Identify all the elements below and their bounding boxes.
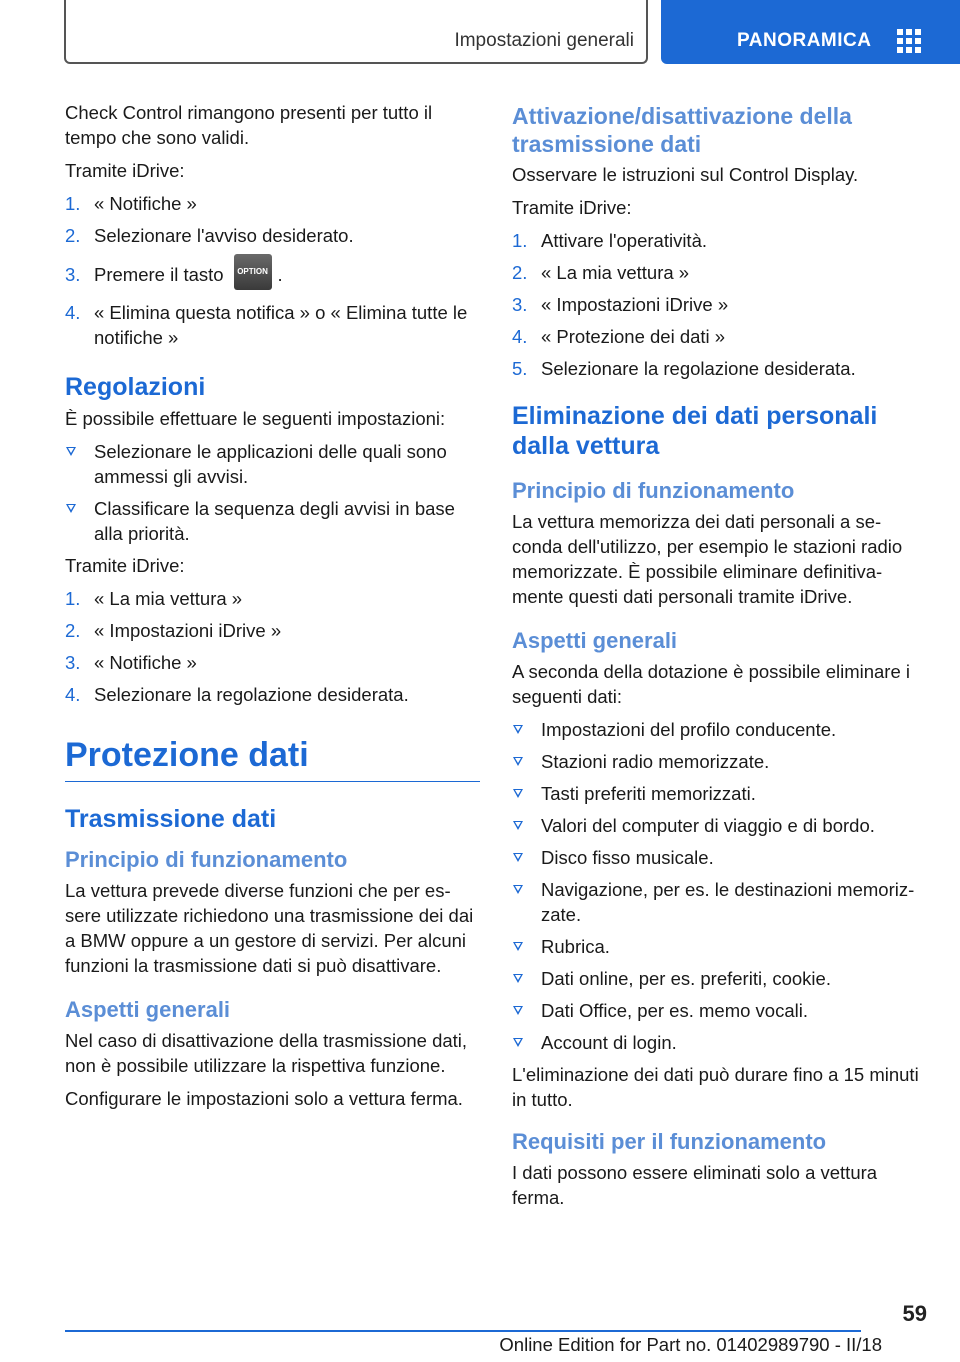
triangle-bullet-icon: [513, 789, 523, 798]
list-item: 1. « Notifiche »: [65, 193, 197, 214]
tramite-label: Tramite iDrive:: [65, 555, 185, 577]
list-item: Impostazioni del profilo conducente.: [512, 717, 922, 742]
list-item: Rubrica.: [512, 934, 922, 959]
heading-trasmissione-dati: Trasmissione dati: [65, 805, 277, 834]
regolazioni-steps: [65, 586, 480, 707]
list-item: 2. « La mia vettura »: [512, 262, 690, 283]
page-number: 59: [902, 1301, 927, 1326]
triangle-bullet-icon: [513, 757, 523, 766]
intro-text: Check Control rimangono presenti per tutto il tempo che sono validi.: [65, 102, 433, 148]
list-item: Valori del computer di viaggio e di bordo.: [512, 813, 922, 838]
tramite-label: Tramite iDrive:: [65, 160, 185, 181]
heading-aspetti: Aspetti generali: [512, 628, 678, 653]
triangle-bullet-icon: [513, 1038, 523, 1047]
heading-principio: Principio di funzionamento: [65, 847, 348, 873]
list-item: Account di login.: [512, 1030, 922, 1055]
triangle-bullet-icon: [513, 885, 523, 894]
right-column: [512, 100, 922, 1218]
requisiti-text: I dati possono essere eliminati solo a vettura ferma.: [512, 1162, 878, 1208]
eliminazione-time: L'eliminazione dei dati può durare fino a 15 minuti in tutto.: [512, 1064, 919, 1110]
edition-text: Online Edition for Part no. 01402989790 - II/18: [499, 1334, 882, 1355]
grid-menu-icon: [897, 29, 921, 53]
principio-text: La vettura memorizza dei dati personali a seconda dell'utilizzo, per esempio le stazioni radio memorizzate. È possibile eliminare definitivamente questi dati personali tramite iDrive.: [512, 511, 903, 607]
heading-requisiti: Requisiti per il funzionamento: [512, 1129, 827, 1154]
tramite-label: Tramite iDrive:: [512, 197, 632, 218]
list-item: 2. « Impostazioni iDrive »: [65, 620, 282, 642]
overview-nav-label: PANORAMICA: [737, 30, 872, 51]
footer-divider: [65, 1330, 861, 1332]
list-item: 5. Selezionare la regolazione desiderata.: [512, 358, 856, 379]
overview-nav-button[interactable]: [661, 0, 960, 64]
aspetti-text: Configurare le impostazioni solo a vettura ferma.: [65, 1088, 463, 1110]
list-item: Tasti preferiti memorizzati.: [512, 781, 922, 806]
list-item: Navigazione, per es. le destinazioni memorizzate.: [512, 877, 922, 927]
heading-principio: Principio di funzionamento: [512, 478, 795, 503]
data-bullets: [512, 717, 922, 1055]
notification-steps: [65, 191, 480, 350]
list-item: 1. « La mia vettura »: [65, 588, 243, 610]
heading-regolazioni: Regolazioni: [65, 373, 206, 402]
triangle-bullet-icon: [513, 974, 523, 983]
triangle-bullet-icon: [513, 942, 523, 951]
list-item: 2. Selezionare l'avviso desiderato.: [65, 225, 354, 246]
list-item: Dati online, per es. preferiti, cookie.: [512, 966, 922, 991]
heading-attivazione: Attivazione/disattivazione della trasmissione dati: [512, 103, 852, 157]
left-column: [65, 100, 480, 1119]
list-item: Selezionare le applicazioni delle quali sono ammessi gli avvisi.: [65, 439, 480, 489]
list-item: Dati Office, per es. memo vocali.: [512, 998, 922, 1023]
aspetti-text: Nel caso di disattivazione della trasmissione dati, non è possibile utilizzare la rispettiva funzione.: [65, 1030, 468, 1077]
heading-protezione-dati: Protezione dati: [65, 735, 480, 782]
principio-text: La vettura prevede diverse funzioni che per essere utilizzate richiedono una trasmissione dei dai a BMW oppure a un gestore di servizi. Per alcuni funzioni la trasmissione dati si può disattivare.: [65, 880, 474, 977]
triangle-bullet-icon: [513, 725, 523, 734]
heading-aspetti: Aspetti generali: [65, 997, 231, 1023]
header-left-tab: [64, 0, 648, 64]
attivazione-steps: [512, 228, 922, 381]
list-item: Stazioni radio memorizzate.: [512, 749, 922, 774]
option-key-icon: OPTION: [234, 254, 272, 290]
list-item: 4. « Protezione dei dati »: [512, 326, 726, 347]
section-title: Impostazioni generali: [454, 30, 634, 51]
aspetti-text: A seconda della dotazione è possibile eliminare i seguenti dati:: [512, 661, 911, 707]
list-item: Disco fisso musicale.: [512, 845, 922, 870]
triangle-bullet-icon: [66, 504, 76, 513]
triangle-bullet-icon: [66, 447, 76, 456]
triangle-bullet-icon: [513, 853, 523, 862]
list-item: 3. « Notifiche »: [65, 652, 197, 674]
list-item: 1. Attivare l'operatività.: [512, 230, 707, 251]
list-item: 4. Selezionare la regolazione desiderata.: [65, 684, 409, 706]
list-item: Classificare la sequenza degli avvisi in base alla priorità.: [65, 496, 480, 546]
regolazioni-bullets: [65, 439, 480, 546]
regolazioni-intro: È possibile effettuare le seguenti impostazioni:: [65, 408, 446, 430]
list-item: 3. Premere il tasto OPTION .: [65, 262, 480, 290]
triangle-bullet-icon: [513, 1006, 523, 1015]
heading-eliminazione: Eliminazione dei dati personali dalla vettura: [512, 402, 878, 460]
attivazione-intro: Osservare le istruzioni sul Control Display.: [512, 164, 859, 185]
list-item: 3. « Impostazioni iDrive »: [512, 294, 729, 315]
triangle-bullet-icon: [513, 821, 523, 830]
list-item: 4. « Elimina questa notifica » o « Elimina tutte le notifiche »: [65, 302, 468, 349]
